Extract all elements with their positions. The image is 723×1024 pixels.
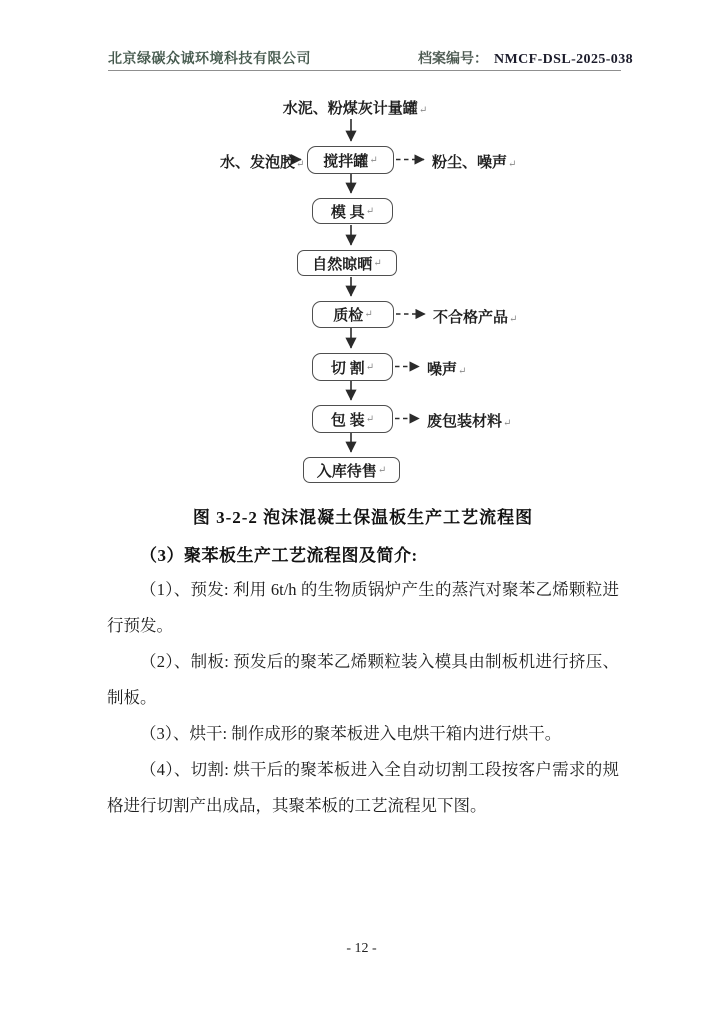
flow-node-mold: 模 具 ↵ <box>312 198 393 224</box>
paragraph-pre-expansion: （1）、预发: 利用 6t/h 的生物质锅炉产生的蒸汽对聚苯乙烯颗粒进行预发。 <box>107 580 619 635</box>
flow-node-cutting: 切 割 ↵ <box>312 353 393 381</box>
flow-source-label: 水泥、粉煤灰计量罐↵ <box>282 101 428 117</box>
flow-node-quality-check: 质检 ↵ <box>312 301 394 328</box>
archive-number-label: 档案编号： <box>418 52 488 67</box>
emission-rejected-products: 不合格产品↵ <box>433 310 518 326</box>
emission-noise: 噪声↵ <box>427 362 467 378</box>
page-number: - 12 - <box>346 941 377 956</box>
paragraph-drying: （3）、烘干: 制作成形的聚苯板进入电烘干箱内进行烘干。 <box>140 724 562 743</box>
header-company-name: 北京绿碳众诚环境科技有限公司 <box>108 52 311 67</box>
paragraph-board-making: （2）、制板: 预发后的聚苯乙烯颗粒装入模具由制板机进行挤压、制板。 <box>107 652 619 707</box>
header-divider <box>108 70 621 71</box>
flow-node-mixing-tank: 搅拌罐 ↵ <box>307 146 394 174</box>
flow-node-natural-drying: 自然晾晒 ↵ <box>297 250 397 276</box>
emission-waste-packaging: 废包装材料↵ <box>427 414 512 430</box>
figure-caption: 图 3-2-2 泡沫混凝土保温板生产工艺流程图 <box>192 508 534 527</box>
emission-dust-noise: 粉尘、噪声↵ <box>432 155 517 171</box>
header-archive <box>418 48 633 68</box>
body-text <box>107 572 619 824</box>
flow-node-warehouse-sale: 入库待售 ↵ <box>303 457 400 483</box>
flow-input-water-foam: 水、发泡胶↵ <box>220 155 305 171</box>
flow-node-packaging: 包 装 ↵ <box>312 405 393 433</box>
paragraph-cutting: （4）、切割: 烘干后的聚苯板进入全自动切割工段按客户需求的规格进行切割产出成品，其聚苯板的工艺流程见下图。 <box>107 760 619 815</box>
section-heading: （3）聚苯板生产工艺流程图及简介: <box>140 546 418 565</box>
archive-number-value: NMCF-DSL-2025-038 <box>494 52 634 67</box>
